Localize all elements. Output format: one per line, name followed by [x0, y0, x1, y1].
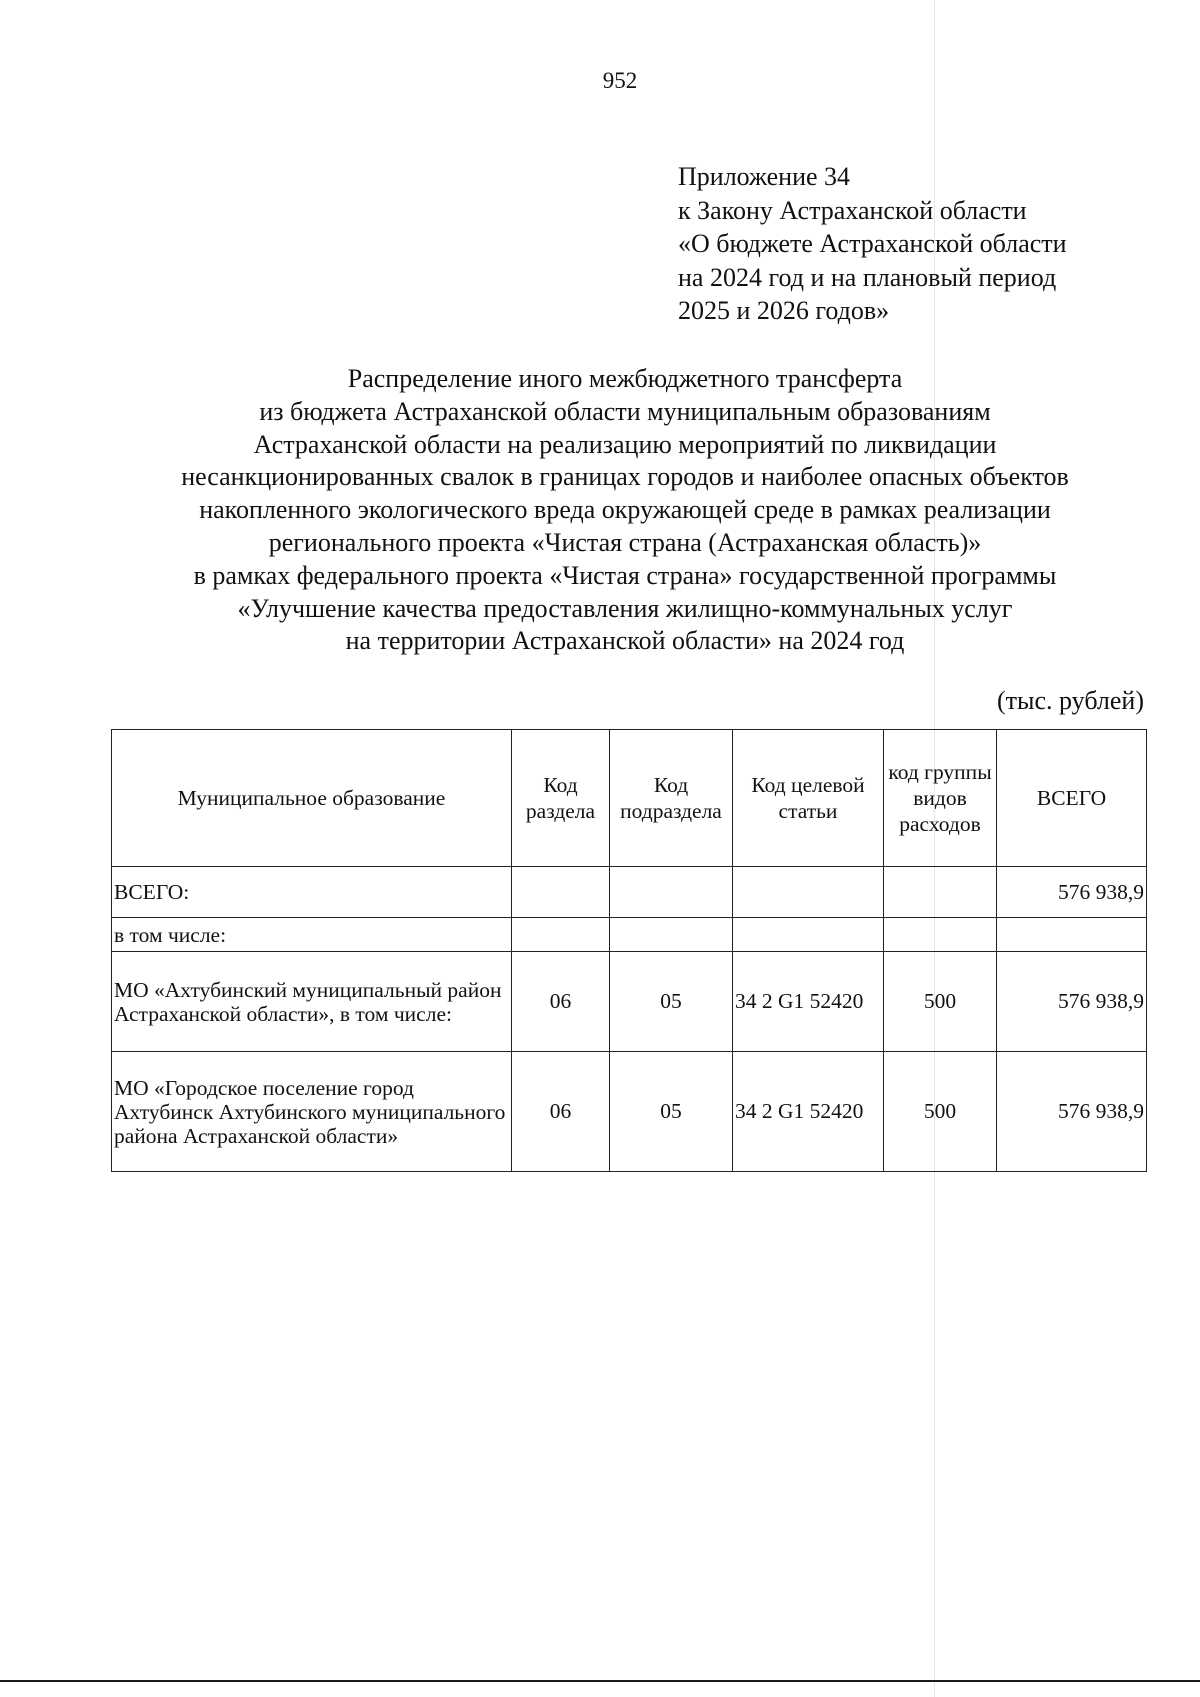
header-municipality: Муниципальное образование: [112, 730, 512, 867]
cell-subsection: [610, 918, 733, 952]
appendix-block: [678, 160, 1067, 328]
cell-municipality: в том числе:: [112, 918, 512, 952]
header-subsection-code: Код подраздела: [610, 730, 733, 867]
title-line: «Улучшение качества предоставления жилищно-коммунальных услуг: [237, 593, 1013, 623]
cell-municipality: МО «Ахтубинский муниципальный район Астраханской области», в том числе:: [112, 952, 512, 1052]
appendix-line: Приложение 34: [678, 162, 851, 191]
title-line: Распределение иного межбюджетного трансферта: [347, 364, 903, 393]
title-line: в рамках федерального проекта «Чистая страна» государственной программы: [193, 560, 1057, 590]
title-line: Астраханской области на реализацию мероприятий по ликвидации: [253, 429, 997, 459]
cell-group: 500: [884, 1052, 997, 1172]
cell-group: [884, 867, 997, 918]
cell-total: 576 938,9: [997, 867, 1147, 918]
cell-subsection: [610, 867, 733, 918]
appendix-line: 2025 и 2026 годов»: [678, 296, 890, 325]
header-section-code: Код раздела: [512, 730, 610, 867]
table-row: [112, 1052, 1147, 1172]
title-line: несанкционированных свалок в границах городов и наиболее опасных объектов: [181, 462, 1069, 492]
cell-total: [997, 918, 1147, 952]
header-expense-group: код группы видов расходов: [884, 730, 997, 867]
header-total: ВСЕГО: [997, 730, 1147, 867]
page-bottom-rule: [0, 1680, 1200, 1682]
cell-target: [733, 918, 884, 952]
cell-total: 576 938,9: [997, 1052, 1147, 1172]
document-title: [110, 363, 1140, 658]
cell-subsection: 05: [610, 952, 733, 1052]
cell-target: [733, 867, 884, 918]
budget-table: [111, 729, 1147, 1172]
table-row: [112, 952, 1147, 1052]
cell-section: [512, 918, 610, 952]
cell-section: 06: [512, 952, 610, 1052]
title-line: регионального проекта «Чистая страна (Астраханская область)»: [268, 527, 982, 557]
cell-section: [512, 867, 610, 918]
appendix-line: к Закону Астраханской области: [678, 195, 1027, 225]
cell-group: 500: [884, 952, 997, 1052]
cell-subsection: 05: [610, 1052, 733, 1172]
cell-total: 576 938,9: [997, 952, 1147, 1052]
cell-section: 06: [512, 1052, 610, 1172]
title-line: на территории Астраханской области» на 2024 год: [345, 626, 905, 656]
cell-municipality: ВСЕГО:: [112, 867, 512, 918]
table-row: [112, 867, 1147, 918]
table-row: [112, 918, 1147, 952]
page-number: 952: [602, 68, 638, 93]
cell-group: [884, 918, 997, 952]
header-target-code: Код целевой статьи: [733, 730, 884, 867]
appendix-line: на 2024 год и на плановый период: [678, 262, 1057, 292]
units-label: (тыс. рублей): [996, 686, 1144, 715]
cell-target: 34 2 G1 52420: [733, 952, 884, 1052]
table-header-row: [112, 730, 1147, 867]
appendix-line: «О бюджете Астраханской области: [678, 229, 1067, 258]
cell-municipality: МО «Городское поселение город Ахтубинск Ахтубинского муниципального района Астраханской области»: [112, 1052, 512, 1172]
title-line: из бюджета Астраханской области муниципальным образованиям: [259, 396, 991, 426]
title-line: накопленного экологического вреда окружающей среде в рамках реализации: [199, 495, 1051, 525]
cell-target: 34 2 G1 52420: [733, 1052, 884, 1172]
